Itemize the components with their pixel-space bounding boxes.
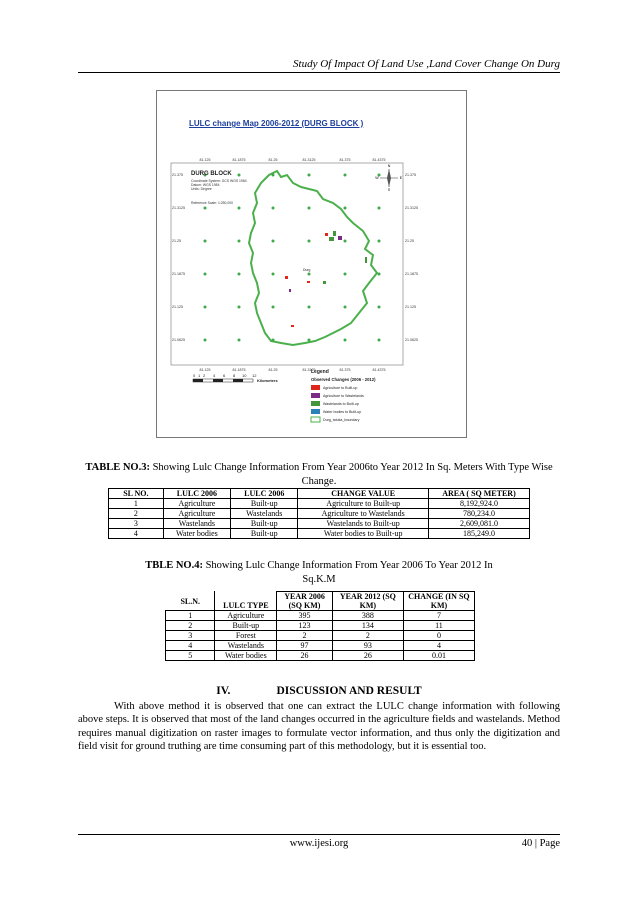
table3	[108, 488, 530, 539]
discussion-body	[78, 700, 560, 754]
map-graphic	[157, 91, 468, 439]
table-cell: Built-up	[231, 529, 298, 539]
table-cell: 2	[277, 631, 333, 641]
scale-number: 0	[193, 373, 196, 378]
table-header-row	[166, 592, 475, 611]
running-header: Study Of Impact Of Land Use ,Land Cover Change On Durg	[293, 58, 560, 70]
lat-tick-label: 21.125	[172, 305, 183, 309]
table-cell: 2	[332, 631, 403, 641]
table-cell: 134	[332, 621, 403, 631]
lon-tick-label: 81.25	[268, 368, 278, 372]
table-cell: 2	[109, 509, 164, 519]
table-cell: Built-up	[231, 519, 298, 529]
lon-tick-label: 81.3125	[302, 158, 316, 162]
change-patch	[289, 289, 291, 292]
table-row	[166, 631, 475, 641]
legend-swatch	[311, 417, 320, 422]
coord-system-text: Coordinate System: GCS WGS 1984	[191, 179, 247, 183]
legend-subtitle: Observed Changes (2006 - 2012)	[311, 377, 376, 382]
table-cell: Wastelands to Built-up	[298, 519, 429, 529]
table-cell: Agriculture to Wastelands	[298, 509, 429, 519]
scale-bar	[193, 373, 278, 383]
change-patch	[333, 231, 336, 236]
lat-tick-label: 21.375	[172, 173, 183, 177]
table-cell: Agriculture	[163, 499, 230, 509]
lat-tick-label: 21.25	[405, 239, 414, 243]
lon-tick-label: 81.375	[339, 158, 351, 162]
lon-tick-label: 81.1875	[232, 158, 246, 162]
legend-title: Legend	[311, 369, 329, 375]
table-header-cell: SL.N.	[166, 592, 215, 611]
table-cell: 5	[166, 651, 215, 661]
table4-caption-text: Showing Lulc Change Information From Year 2006 To Year 2012 In Sq.K.M	[202, 560, 493, 585]
table-cell: 11	[403, 621, 474, 631]
table-cell: 780,234.0	[428, 509, 529, 519]
footer-page-number: 40 | Page	[521, 838, 560, 849]
table-cell: 1	[109, 499, 164, 509]
lon-tick-label: 81.4375	[372, 158, 386, 162]
table-header-row	[109, 489, 530, 499]
lat-tick-label: 21.25	[172, 239, 181, 243]
table-cell: 97	[277, 641, 333, 651]
section-heading	[0, 685, 638, 697]
scale-number: 1	[198, 373, 201, 378]
scale-number: 10	[242, 373, 247, 378]
table-row	[166, 651, 475, 661]
compass-w: W	[375, 176, 379, 180]
legend-item-label: Agriculture to Wastelands	[323, 394, 364, 398]
table-cell: 185,249.0	[428, 529, 529, 539]
lon-tick-label: 81.25	[268, 158, 278, 162]
table4	[165, 591, 475, 661]
ref-scale-text: Reference Scale: 1:250,000	[191, 201, 234, 205]
legend-item-label: Water bodies to Built-up	[323, 410, 362, 414]
scale-unit: Kilometers	[257, 378, 278, 383]
lat-tick-label: 21.375	[405, 173, 416, 177]
table-cell: 1	[166, 611, 215, 621]
table-cell: 4	[109, 529, 164, 539]
table-cell: 0.01	[403, 651, 474, 661]
legend-item-label: Agriculture to Built-up	[323, 386, 358, 390]
map-title: LULC change Map 2006-2012 (DURG BLOCK )	[189, 119, 364, 128]
lon-tick-label: 81.1875	[232, 368, 246, 372]
table-row	[166, 621, 475, 631]
table-header-cell: YEAR 2012 (SQ KM)	[332, 592, 403, 611]
change-patch	[338, 236, 342, 240]
lat-tick-label: 21.125	[405, 305, 416, 309]
change-patch	[291, 325, 294, 327]
table-cell: 7	[403, 611, 474, 621]
legend-swatch	[311, 401, 320, 406]
lat-tick-label: 21.0625	[172, 338, 185, 342]
header-rule	[78, 72, 560, 73]
table-cell: 26	[332, 651, 403, 661]
table-cell: 2	[166, 621, 215, 631]
table-cell: 8,192,924.0	[428, 499, 529, 509]
discussion-paragraph: With above method it is observed that one can extract the LULC change information with following above steps. It is observed that most of the land changes occurred in the agriculture fields and wastelands. Method requires manual digitization on raster images to formulate vector information, and thus only the digitization and field visit for ground truthing are time consuming part of this methodology, but it is essential too.	[78, 701, 560, 753]
table-cell: Agriculture	[215, 611, 277, 621]
table-header-cell: LULC TYPE	[215, 592, 277, 611]
legend-swatch	[311, 393, 320, 398]
table-cell: 4	[403, 641, 474, 651]
table-row	[166, 641, 475, 651]
table-cell: 3	[166, 631, 215, 641]
units-text: Units: Degree	[191, 187, 212, 191]
table-row	[109, 509, 530, 519]
table-cell: 93	[332, 641, 403, 651]
table4-caption	[140, 559, 498, 587]
lon-tick-label: 81.3125	[302, 368, 316, 372]
section-title: DISCUSSION AND RESULT	[276, 685, 422, 697]
lat-tick-label: 21.1875	[172, 272, 185, 276]
footer-rule	[78, 834, 560, 835]
table-cell: Built-up	[215, 621, 277, 631]
change-patch	[325, 233, 328, 236]
change-patch	[329, 237, 334, 241]
map-panel	[171, 163, 403, 365]
table-cell: 4	[166, 641, 215, 651]
table-header-cell: LULC 2006	[163, 489, 230, 499]
table-cell: Wastelands	[163, 519, 230, 529]
legend-swatch	[311, 409, 320, 414]
table-cell: 0	[403, 631, 474, 641]
table3-caption-label: TABLE NO.3:	[85, 462, 150, 473]
lon-tick-label: 81.4375	[372, 368, 386, 372]
table-cell: Wastelands	[215, 641, 277, 651]
table-cell: Wastelands	[231, 509, 298, 519]
table-row	[109, 519, 530, 529]
table-header-cell: SL NO.	[109, 489, 164, 499]
lon-tick-label: 81.125	[199, 158, 211, 162]
datum-text: Datum: WGS 1984	[191, 183, 220, 187]
lulc-change-map	[156, 90, 467, 438]
lat-tick-label: 21.3125	[405, 206, 418, 210]
table-cell: Agriculture	[163, 509, 230, 519]
compass-e: E	[399, 176, 403, 180]
table-header-cell: YEAR 2006 (SQ KM)	[277, 592, 333, 611]
table-cell: 123	[277, 621, 333, 631]
table-cell: Agriculture to Built-up	[298, 499, 429, 509]
legend-item-label: Wastelands to Built-up	[323, 402, 359, 406]
scale-number: 2	[203, 373, 206, 378]
legend-item-label: Durg_taluka_boundary	[323, 418, 360, 422]
change-patch	[365, 257, 367, 263]
table-row	[109, 499, 530, 509]
table3-caption	[78, 461, 560, 489]
table-cell: 3	[109, 519, 164, 529]
table-cell: 388	[332, 611, 403, 621]
table-row	[166, 611, 475, 621]
compass-n: N	[387, 164, 391, 168]
table-cell: Water bodies to Built-up	[298, 529, 429, 539]
table-row	[109, 529, 530, 539]
scale-number: 4	[213, 373, 216, 378]
table3-caption-text: Showing Lulc Change Information From Year 2006to Year 2012 In Sq. Meters With Type Wise Change.	[149, 462, 553, 487]
change-patch	[323, 281, 326, 284]
table-cell: Water bodies	[215, 651, 277, 661]
table-header-cell: CHANGE (IN SQ KM)	[403, 592, 474, 611]
table-cell: Water bodies	[163, 529, 230, 539]
scale-number: 8	[233, 373, 236, 378]
lon-tick-label: 81.125	[199, 368, 211, 372]
table-header-cell: CHANGE VALUE	[298, 489, 429, 499]
scale-number: 6	[223, 373, 226, 378]
table-cell: Built-up	[231, 499, 298, 509]
legend-swatch	[311, 385, 320, 390]
lat-tick-label: 21.0625	[405, 338, 418, 342]
change-patch	[285, 276, 288, 279]
change-patch	[307, 281, 310, 283]
lat-tick-label: 21.3125	[172, 206, 185, 210]
block-label: DURG BLOCK	[191, 171, 232, 177]
compass-s: S	[387, 188, 391, 192]
table-header-cell: AREA ( SQ METER)	[428, 489, 529, 499]
section-number: IV.	[216, 685, 231, 697]
footer-url: www.ijesi.org	[289, 838, 349, 849]
table4-caption-label: TBLE NO.4:	[145, 560, 203, 571]
table-cell: 26	[277, 651, 333, 661]
lon-tick-label: 81.375	[339, 368, 351, 372]
lat-tick-label: 21.1875	[405, 272, 418, 276]
table-header-cell: LULC 2006	[231, 489, 298, 499]
place-label: Durg	[303, 268, 311, 272]
table-cell: 2,609,081.0	[428, 519, 529, 529]
table-cell: Forest	[215, 631, 277, 641]
scale-number: 12	[252, 373, 257, 378]
table-cell: 395	[277, 611, 333, 621]
